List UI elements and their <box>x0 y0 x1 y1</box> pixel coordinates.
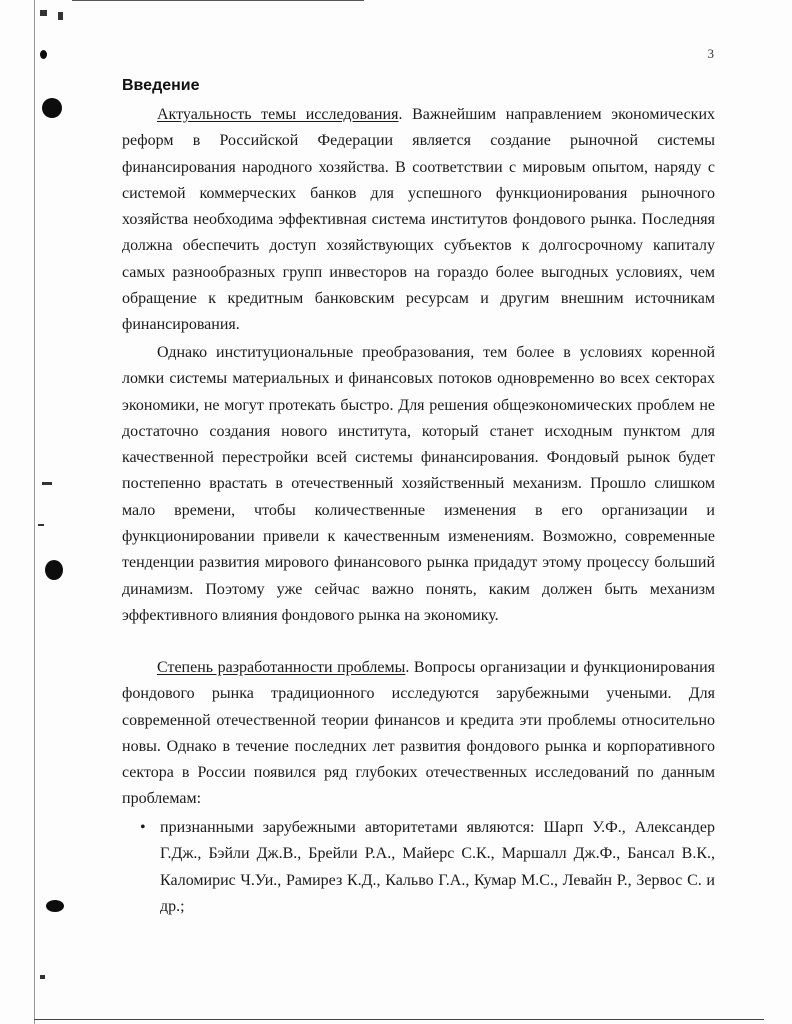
paragraph-body: Однако институциональные преобразования, тем более в условиях коренной ломки системы материальных и финансовых потоков одновременно во всех секторах экономики, не могут протекать быстро. Для решения общеэкономических проблем не достаточно создания нового института, который станет исходным пунктом для качественной перестройки всей системы финансирования. Фондовый рынок будет постепенно врастать в отечественный хозяйственный механизм. Прошло слишком мало времени, чтобы количественные изменения в его организации и функционировании привели к качественным изменениям. Возможно, современные тенденции развития мирового финансового рынка придадут этому процессу больший динамизм. Поэтому уже сейчас важно понять, каким должен быть механизм эффективного влияния фондового рынка на экономику. <box>122 344 715 624</box>
paragraph-relevance <box>122 102 715 339</box>
speck-mark <box>40 975 45 979</box>
punch-hole-mark <box>45 560 63 580</box>
punch-hole-mark <box>42 98 62 118</box>
paragraph-body: . Вопросы организации и функционирования фондового рынка традиционного исследуются зарубежными учеными. Для современной отечественной теории финансов и кредита эти проблемы относительно новы. Однако в течение последних лет развития фондового рынка и корпоративного сектора в России появился ряд глубоких отечественных исследований по данным проблемам: <box>122 659 716 808</box>
paragraph-research-degree <box>122 655 715 813</box>
speck-mark <box>40 50 47 59</box>
list-item-text: признанными зарубежными авторитетами являются: Шарп У.Ф., Александер Г.Дж., Бэйли Дж.В., Брейли Р.А., Майерс С.К., Маршалл Дж.Ф., Бансал В.К., Каломирис Ч.Уи., Рамирез К.Д., Кальво Г.А., Кумар М.С., Левайн Р., Зервос С. и др.; <box>160 819 715 915</box>
speck-mark <box>38 524 44 526</box>
speck-mark <box>58 12 63 20</box>
speck-mark <box>42 482 52 485</box>
paragraph-body: . Важнейшим направлением экономических реформ в Российской Федерации является создание рыночной системы финансирования народного хозяйства. В соответствии с мировым опытом, наряду с системой коммерческих банков для успешного функционирования рыночного хозяйства необходима эффективная система институтов фондового рынка. Последняя должна обеспечить доступ хозяйствующих субъектов к долгосрочному капиталу самых разнообразных групп инвесторов на гораздо более выгодных условиях, чем обращение к кредитным банковским ресурсам и другим внешним источникам финансирования. <box>122 106 716 334</box>
paragraph-lead: Актуальность темы исследования <box>157 106 399 123</box>
punch-hole-mark <box>46 900 64 912</box>
scan-line-left <box>34 0 35 1024</box>
speck-mark <box>40 10 47 16</box>
scan-line-top <box>72 0 364 1</box>
paragraph-lead: Степень разработанности проблемы <box>157 659 406 676</box>
bullet-icon: • <box>140 819 146 836</box>
list-item <box>140 815 715 920</box>
paragraph-transformations <box>122 340 715 629</box>
page-heading: Введение <box>122 77 200 94</box>
page-number: 3 <box>707 46 714 61</box>
scan-line-bottom <box>34 1019 764 1020</box>
